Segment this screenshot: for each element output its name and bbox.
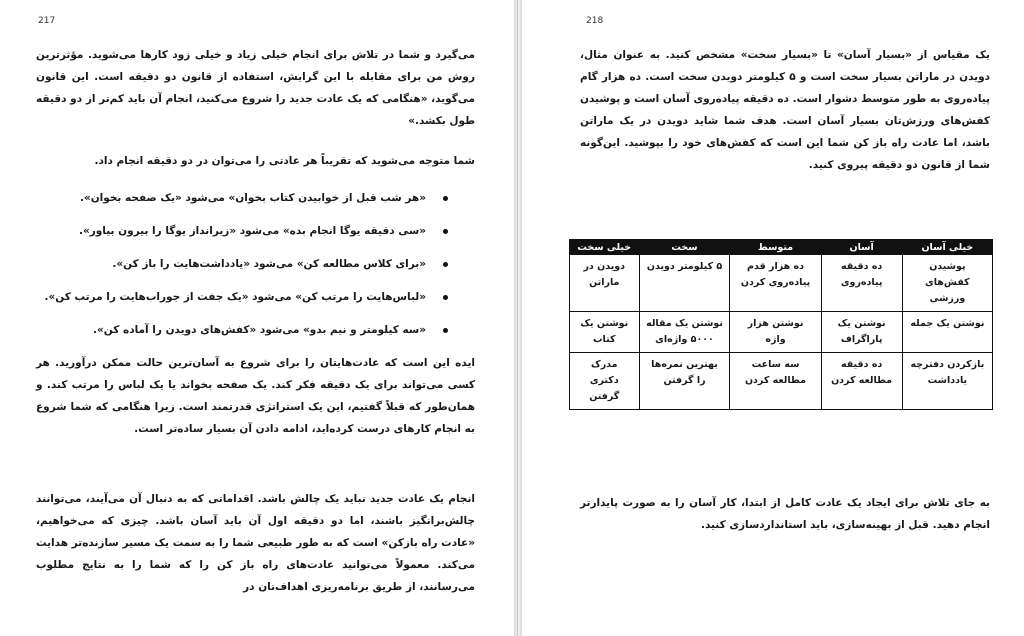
left-paragraph-4: انجام یک عادت جدید نباید یک چالش باشد. اقداماتی که به دنبال آن می‌آیند، می‌توانند چالش‌برانگیز باشند، اما دو دقیقه اول آن باید آسان باشد. چیزی که می‌خواهیم، «عادت راه بازکن» است که به طور طبیعی شما را به سمت یک مسیر سازنده‌تر هدایت می‌کند. معمولاً می‌توانید عادت‌های راه باز کن را که شما را به نتایج مطلوب می‌رسانند، از طریق برنامه‌ریزی اهداف‌تان در [36, 493, 475, 593]
bullet-dot-icon [443, 295, 448, 300]
table-cell: دویدن در ماراتن [570, 255, 640, 312]
list-item: «سی دقیقه یوگا انجام بده» می‌شود «زیرانداز یوگا را بیرون بیاور». [36, 220, 448, 253]
bullet-dot-icon [443, 328, 448, 333]
table-row [570, 353, 993, 410]
left-paragraph-1: می‌گیرد و شما در تلاش برای انجام خیلی زیاد و خیلی زود کارها می‌شوید. مؤثرترین روش من برای مقابله با این گرایش، استفاده از قانون دو دقیقه است. این قانون می‌گوید، «هنگامی که یک عادت جدید را شروع می‌کنید، انجام آن باید کم‌تر از دو دقیقه طول بکشد.» [36, 49, 475, 127]
left-paragraph-3: ایده این است که عادت‌هایتان را برای شروع به آسان‌ترین حالت ممکن درآورید. هر کسی می‌تواند برای یک دقیقه فکر کند. یک صفحه بخواند یا یک لباس را مرتب کند. و همان‌طور که قبلاً گفتیم، این یک استراتژی قدرتمند است. زیرا هنگامی که شما شروع به انجام کارهای درست کرده‌اید، ادامه دادن آن بسیار ساده‌تر است. [36, 357, 475, 435]
bullet-list [36, 187, 448, 352]
bullet-dot-icon [443, 229, 448, 234]
table-cell: ده هزار قدم پیاده‌روی کردن [730, 255, 821, 312]
right-paragraph-1: یک مقیاس از «بسیار آسان» تا «بسیار سخت» مشخص کنید. به عنوان مثال، دویدن در ماراتن بسیار سخت است و ۵ کیلومتر دویدن سخت است. ده هزار گام پیاده‌روی به طور متوسط دشوار است. ده دقیقه پیاده‌روی آسان است و پوشیدن کفش‌های ورزش‌تان بسیار آسان است. هدف شما شاید دویدن در یک ماراتن باشد، اما عادت راه باز کن شما این است که کفش‌های خود را بپوشید. این‌گونه شما از قانون دو دقیقه پیروی کنید. [580, 49, 990, 171]
left-paragraph-2: شما متوجه می‌شوید که تقریباً هر عادتی را می‌توان در دو دقیقه انجام داد. [94, 155, 475, 167]
difficulty-table [569, 239, 993, 410]
list-item: «برای کلاس مطالعه کن» می‌شود «یادداشت‌هایت را باز کن». [36, 253, 448, 286]
table-header-cell: خیلی سخت [570, 240, 640, 255]
table-header-cell: متوسط [730, 240, 821, 255]
table-header-cell: خیلی آسان [902, 240, 992, 255]
book-gutter-line [517, 0, 518, 636]
left-page-number: 217 [38, 16, 56, 26]
bullet-dot-icon [443, 262, 448, 267]
list-item: «لباس‌هایت را مرتب کن» می‌شود «یک جفت از جوراب‌هایت را مرتب کن». [36, 286, 448, 319]
table-cell: نوشتن یک مقاله ۵۰۰۰ واژه‌ای [639, 312, 730, 353]
table-cell: نوشتن یک کتاب [570, 312, 640, 353]
table-cell: بهترین نمره‌ها را گرفتن [639, 353, 730, 410]
table-header-cell: آسان [821, 240, 902, 255]
table-cell: ده دقیقه مطالعه کردن [821, 353, 902, 410]
right-paragraph-2: به جای تلاش برای ایجاد یک عادت کامل از ابتدا، کار آسان را به صورت پایدارتر انجام دهید. قبل از بهینه‌سازی، باید استانداردسازی کنید. [580, 497, 990, 531]
book-gutter [514, 0, 522, 636]
table-cell: ده دقیقه پیاده‌روی [821, 255, 902, 312]
bullet-dot-icon [443, 196, 448, 201]
table-cell: سه ساعت مطالعه کردن [730, 353, 821, 410]
table-header-cell: سخت [639, 240, 730, 255]
list-item: «هر شب قبل از خوابیدن کتاب بخوان» می‌شود «یک صفحه بخوان». [36, 187, 448, 220]
table-header-row [570, 240, 993, 255]
table-row [570, 255, 993, 312]
table-cell: نوشتن هزار واژه [730, 312, 821, 353]
table-row [570, 312, 993, 353]
table-cell: بازکردن دفترچه یادداشت [902, 353, 992, 410]
table-cell: نوشتن یک پاراگراف [821, 312, 902, 353]
list-item: «سه کیلومتر و نیم بدو» می‌شود «کفش‌های دویدن را آماده کن». [36, 319, 448, 352]
table-cell: مدرک دکتری گرفتن [570, 353, 640, 410]
table-cell: ۵ کیلومتر دویدن [639, 255, 730, 312]
right-page-number: 218 [586, 16, 604, 26]
table-cell: پوشیدن کفش‌های ورزشی [902, 255, 992, 312]
table-cell: نوشتن یک جمله [902, 312, 992, 353]
